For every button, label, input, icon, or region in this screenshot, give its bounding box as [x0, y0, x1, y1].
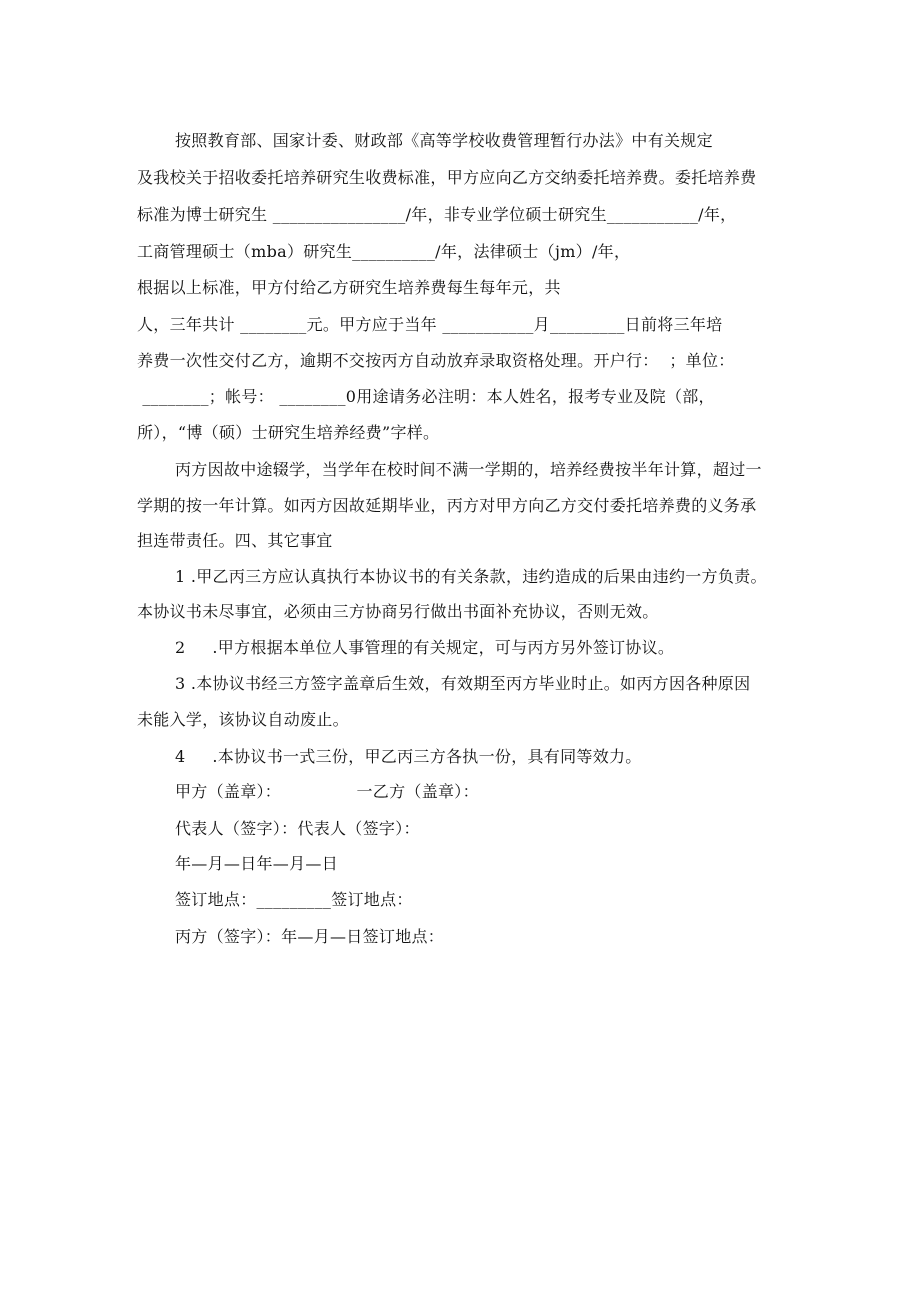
paragraph-1-line-9: 所），“博（硕）士研究生培养经费”字样。 — [137, 423, 440, 442]
paragraph-2-line-3: 担连带责任。四、其它事宜 — [137, 531, 333, 550]
paragraph-1-line-6: 人，三年共计 ________元。甲方应于当年 ___________月_________日前将三年培 — [137, 315, 723, 334]
clause-2: 2 .甲方根据本单位人事管理的有关规定，可与丙方另外签订协议。 — [175, 638, 675, 657]
paragraph-1-line-2: 及我校关于招收委托培养研究生收费标准，甲方应向乙方交纳委托培养费。委托培养费 — [137, 168, 757, 187]
clause-1-line-1: 1 .甲乙丙三方应认真执行本协议书的有关条款，违约造成的后果由违约一方负责。 — [175, 567, 767, 586]
clause-1-line-2: 本协议书未尽事宜，必须由三方协商另行做出书面补充协议，否则无效。 — [137, 602, 659, 621]
representative-signature-line: 代表人（签字）：代表人（签字）： — [175, 819, 420, 838]
seal-line: 甲方（盖章）： 一乙方（盖章）： — [175, 782, 479, 801]
clause-4: 4 .本协议书一式三份，甲乙丙三方各执一份，具有同等效力。 — [175, 747, 642, 766]
paragraph-1-line-8: ________；帐号： ________0用途请务必注明：本人姓名，报考专业及院（部， — [137, 387, 715, 406]
paragraph-1-line-5: 根据以上标准，甲方付给乙方研究生培养费每生每年元，共 — [137, 278, 561, 297]
paragraph-2-line-2: 学期的按一年计算。如丙方因故延期毕业，丙方对甲方向乙方交付委托培养费的义务承 — [137, 496, 757, 515]
paragraph-1-line-1: 按照教育部、国家计委、财政部《高等学校收费管理暂行办法》中有关规定 — [175, 131, 713, 150]
paragraph-1-line-7: 养费一次性交付乙方，逾期不交按丙方自动放弃录取资格处理。开户行： ；单位： — [137, 351, 735, 370]
party-c-signature-line: 丙方（签字）：年—月—日签订地点： — [175, 927, 445, 946]
paragraph-1-line-4: 工商管理硕士（mba）研究生__________/年，法律硕士（jm）/年， — [137, 242, 631, 261]
clause-3-line-1: 3 .本协议书经三方签字盖章后生效，有效期至丙方毕业时止。如丙方因各种原因 — [175, 674, 751, 693]
date-line: 年—月—日年—月—日 — [175, 854, 339, 873]
paragraph-1-line-3: 标准为博士研究生 ________________/年，非专业学位硕士研究生___________/年， — [137, 205, 737, 224]
clause-3-line-2: 未能入学，该协议自动废止。 — [137, 710, 349, 729]
paragraph-2-line-1: 丙方因故中途辍学，当学年在校时间不满一学期的，培养经费按半年计算，超过一 — [175, 460, 762, 479]
signing-location-line: 签订地点：_________签订地点： — [175, 890, 413, 909]
